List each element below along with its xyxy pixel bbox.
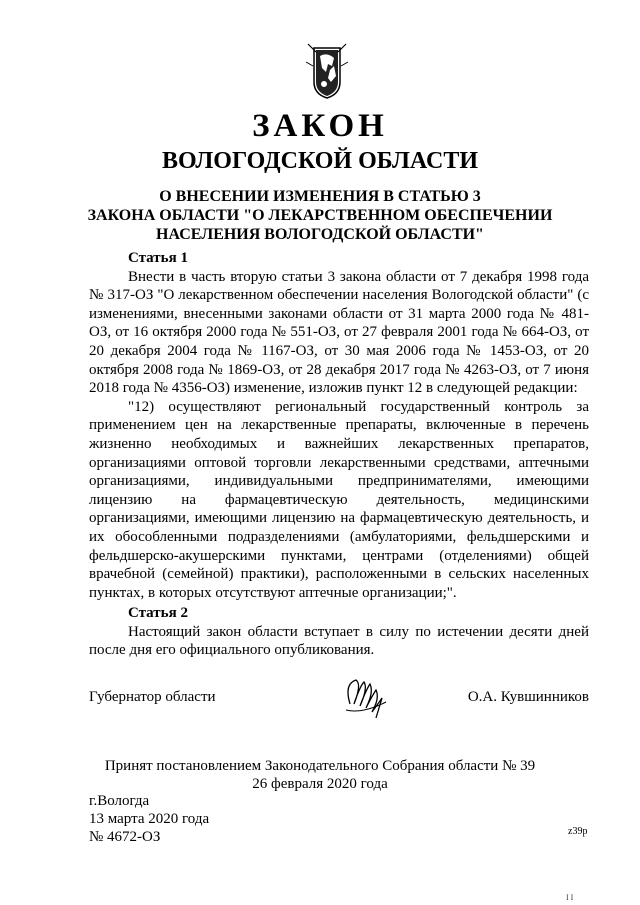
article-2-text: Настоящий закон области вступает в силу по истечении десяти дней после дня его официального опубликования.: [89, 623, 589, 659]
adoption-line: Принят постановлением Законодательного Собрания области № 39: [104, 758, 536, 774]
footer-number: № 4672-ОЗ: [89, 829, 161, 845]
document-code: z39p: [568, 826, 588, 837]
heading-line: ЗАКОНА ОБЛАСТИ "О ЛЕКАРСТВЕННОМ ОБЕСПЕЧЕНИИ: [87, 207, 553, 224]
article-2-title: Статья 2: [128, 605, 188, 621]
article-1-title: Статья 1: [128, 250, 188, 266]
adoption-date: 26 февраля 2020 года: [252, 776, 388, 792]
signatory-position: Губернатор области: [89, 689, 216, 705]
coat-of-arms-icon: [304, 42, 350, 102]
region-title: ВОЛОГОДСКОЙ ОБЛАСТИ: [161, 148, 479, 174]
article-1-quote: "12) осуществляют региональный государственный контроль за применением цен на лекарственные препараты, включенные в перечень жизненно необходимых и важнейших лекарственных препаратов, организациями оптовой торговли лекарственными средствами, аптечными организациями, индивидуальными предпринимателями, имеющими лицензию на фармацевтическую деятельность, медицинскими организациями, имеющими лицензию на фармацевтическую деятельность, и их обособленными подразделениями (амбулаториями, фельдшерскими и фельдшерско-акушерскими пунктами, центрами (отделениями) общей врачебной (семейной) практики), расположенными в сельских населенных пунктах, в которых отсутствуют аптечные организации;".: [89, 398, 589, 601]
law-footer: [89, 792, 209, 846]
article-2: [89, 604, 589, 660]
article-1-intro: Внести в часть вторую статьи 3 закона области от 7 декабря 1998 года № 317-ОЗ "О лекарственном обеспечении населения Вологодской области" (с изменениями, внесенными законами области от 31 марта 2000 года № 481-ОЗ, от 16 октября 2000 года № 551-ОЗ, от 27 февраля 2001 года № 664-ОЗ, от 20 декабря 2004 года № 1167-ОЗ, от 30 мая 2006 года № 1453-ОЗ, от 20 октября 2008 года № 1869-ОЗ, от 28 декабря 2017 года № 4263-ОЗ, от 7 июня 2018 года № 4356-ОЗ) изменение, изложив пункт 12 в следующей редакции:: [89, 268, 589, 397]
law-title: ЗАКОН: [252, 108, 388, 144]
law-heading: [0, 187, 640, 244]
article-1: [89, 249, 589, 602]
heading-line: О ВНЕСЕНИИ ИЗМЕНЕНИЯ В СТАТЬЮ 3: [159, 188, 481, 205]
heading-line: НАСЕЛЕНИЯ ВОЛОГОДСКОЙ ОБЛАСТИ": [156, 226, 484, 243]
page-marks: I I: [566, 893, 574, 902]
footer-city: г.Вологда: [89, 793, 150, 809]
signatory-name: О.А. Кувшинников: [467, 689, 589, 705]
adoption-note: [0, 757, 640, 793]
footer-date: 13 марта 2020 года: [89, 811, 210, 827]
handwritten-signature-icon: [336, 674, 396, 724]
